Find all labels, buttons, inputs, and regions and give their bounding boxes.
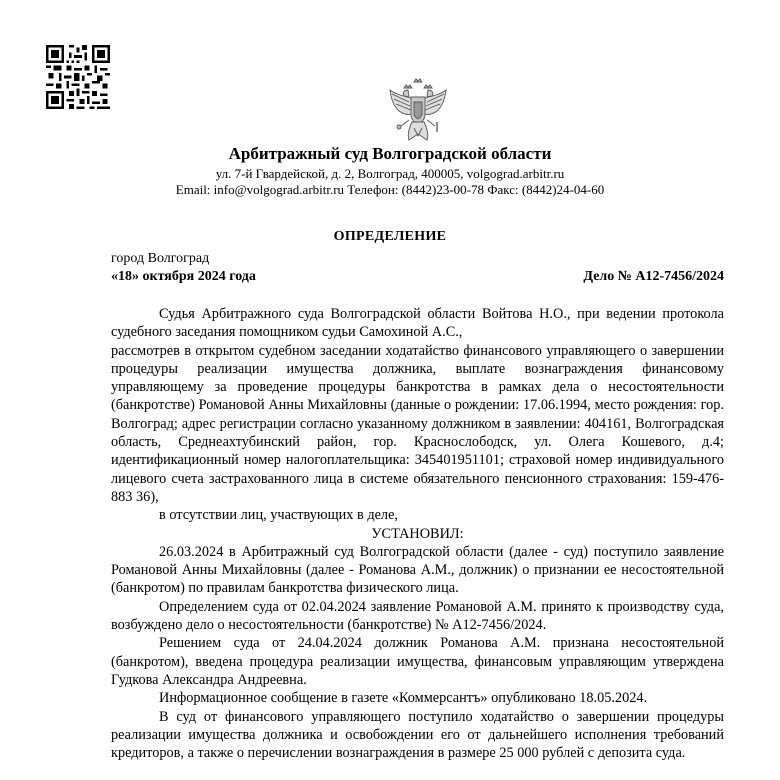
court-name: Арбитражный суд Волгоградской области bbox=[228, 144, 552, 163]
document-city: город Волгоград bbox=[111, 251, 210, 266]
court-address: ул. 7-й Гвардейской, д. 2, Волгоград, 400005, volgograd.arbitr.ru bbox=[215, 166, 565, 181]
paragraph-publication: Информационное сообщение в газете «Коммерсантъ» опубликовано 18.05.2024. bbox=[159, 690, 648, 707]
qr-code-icon bbox=[46, 45, 110, 109]
paragraph-application: 26.03.2024 в Арбитражный суд Волгоградской области (далее - суд) поступило заявление Романовой Анны Михайловны (далее - Романова А.М., должник) о признании ее несостоятельной (банкротом) по правилам банкротства физического лица. bbox=[111, 543, 724, 597]
case-number: Дело № А12-7456/2024 bbox=[583, 269, 724, 284]
established-heading: УСТАНОВИЛ: bbox=[371, 525, 464, 542]
paragraph-acceptance: Определением суда от 02.04.2024 заявление Романовой А.М. принято к производству суда, возбуждено дело о несостоятельности (банкротстве) № А12-7456/2024. bbox=[111, 598, 724, 634]
document-body bbox=[111, 305, 724, 762]
paragraph-judge: Судья Арбитражного суда Волгоградской области Войтова Н.О., при ведении протокола судебного заседания помощником судьи Самохиной А.С., bbox=[111, 306, 724, 341]
paragraph-absence: в отсутствии лиц, участвующих в деле, bbox=[159, 507, 398, 524]
paragraph-considering: рассмотрев в открытом судебном заседании ходатайство финансового управляющего о завершении процедуры реализации имущества должника, выплате вознаграждения финансовому управляющему за проведение процедуры банкротства в рамках дела о несостоятельности (банкротстве) Романовой Анны Михайловны (данные о рождении: 17.06.1994, место рождения: гор. Волгоград; адрес регистрации согласно указанному должником в заявлении: 404161, Волгоградская область, Среднеахтубинский район, гор. Краснослободск, ул. Олега Кошевого, д.4; идентификационный номер налогоплательщика: 345401951101; страховой номер индивидуального лицевого счета застрахованного лица в системе обязательного пенсионного страхования: 159-476-883 36), bbox=[111, 342, 724, 505]
document-date: «18» октября 2024 года bbox=[111, 269, 256, 284]
paragraph-decision: Решением суда от 24.04.2024 должник Романова А.М. признана несостоятельной (банкротом), введена процедура реализации имущества, финансовым управляющим утверждена Гудкова Александра Андреевна. bbox=[111, 635, 724, 688]
paragraph-petition: В суд от финансового управляющего поступило ходатайство о завершении процедуры реализации имущества должника и освобождении его от дальнейшего исполнения требований кредиторов, а также о перечислении вознаграждения в размере 25 000 рублей с депозита суда. bbox=[111, 708, 724, 762]
document-title: ОПРЕДЕЛЕНИЕ bbox=[333, 229, 447, 244]
coat-of-arms-icon bbox=[387, 78, 449, 142]
court-contacts: Email: info@volgograd.arbitr.ru Телефон: (8442)23-00-78 Факс: (8442)24-04-60 bbox=[175, 182, 605, 197]
